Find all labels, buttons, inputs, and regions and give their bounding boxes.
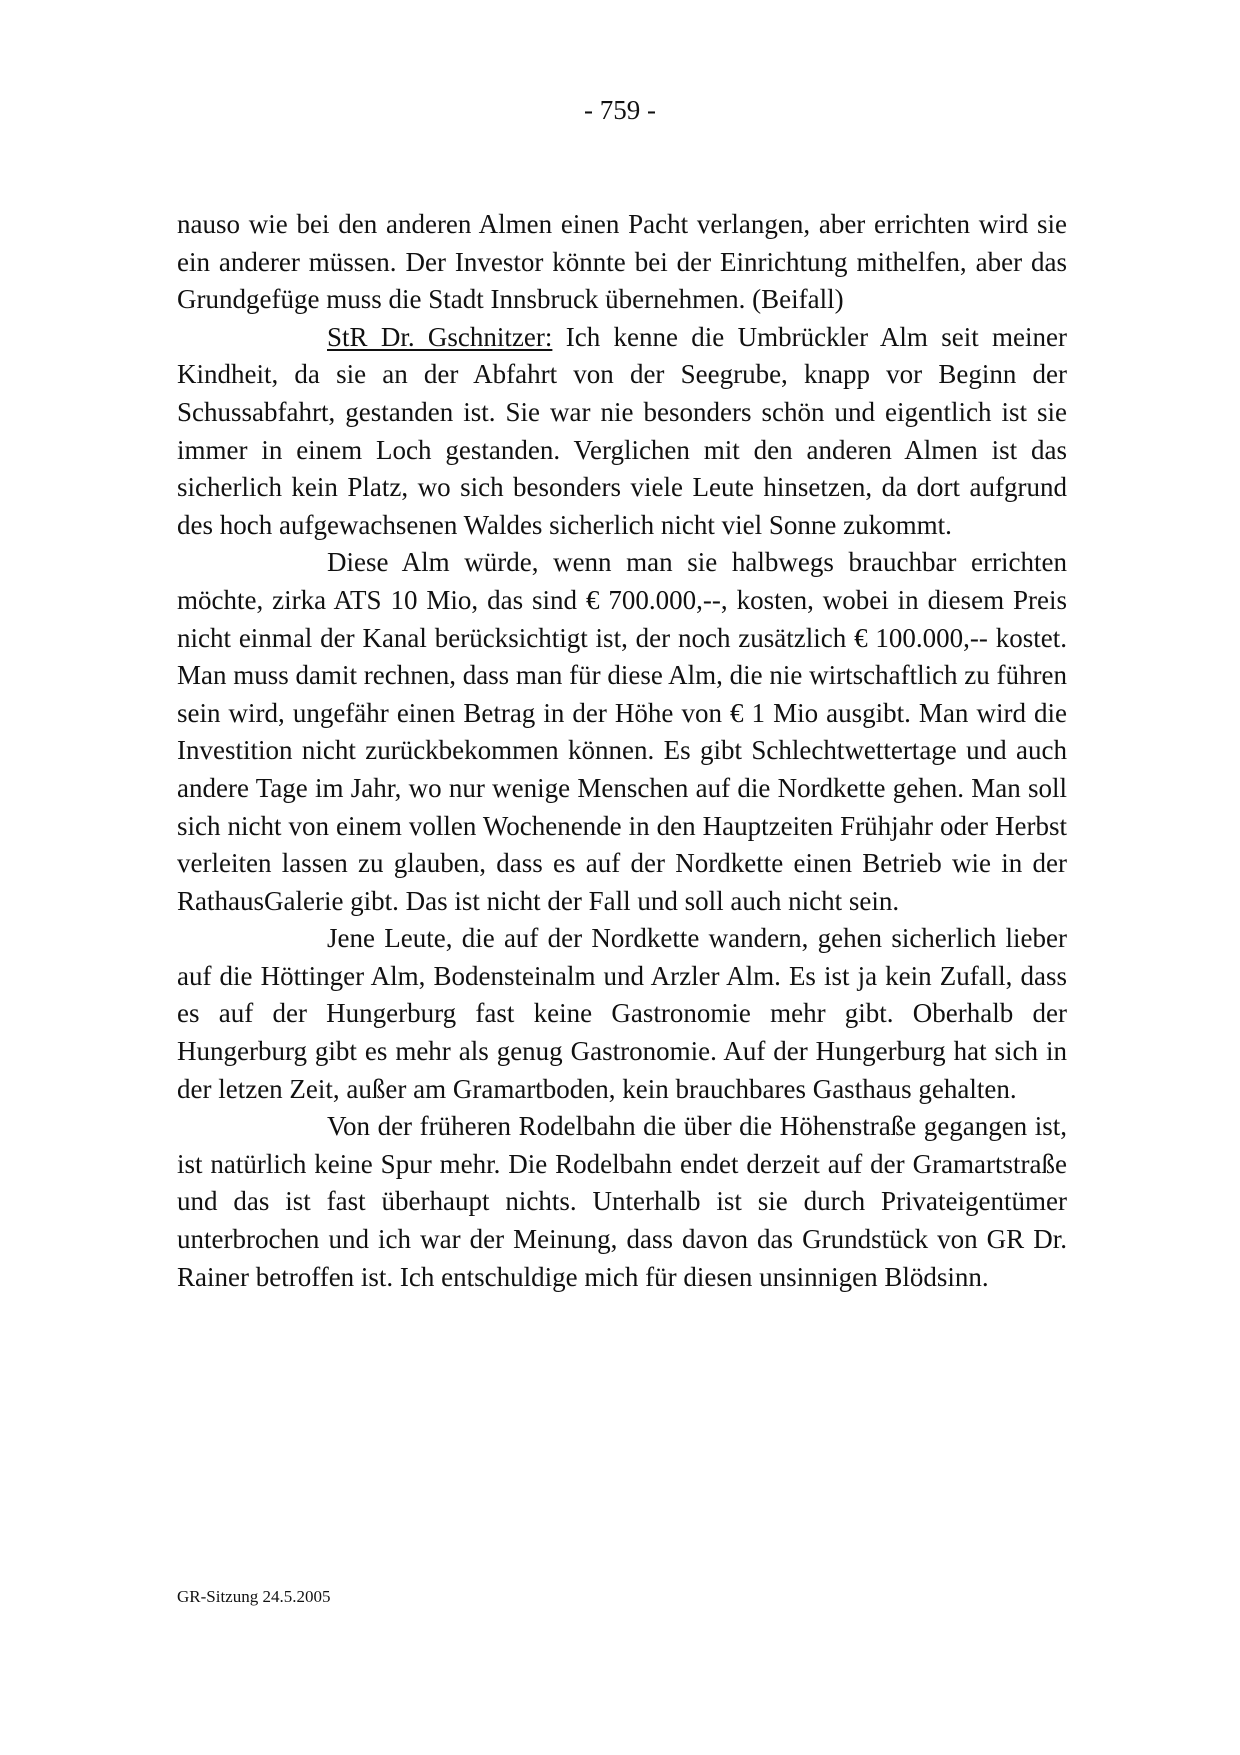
paragraph-text: Ich kenne die Umbrückler Alm seit meiner Kindheit, da sie an der Abfahrt von der Seegrube, knapp vor Beginn der Schussabfahrt, gestanden ist. Sie war nie besonders schön und eigentlich ist sie immer in einem Loch gestanden. Verglichen mit den anderen Almen ist das sicherlich kein Platz, wo sich besonders viele Leute hinsetzen, da dort aufgrund des hoch aufgewachsenen Waldes sicherlich nicht viel Sonne zukommt.: [177, 321, 1067, 540]
paragraph-1: [177, 206, 1067, 319]
paragraph-5: [177, 1108, 1067, 1296]
paragraph-text: Von der früheren Rodelbahn die über die Höhenstraße gegangen ist, ist natürlich keine Spur mehr. Die Rodelbahn endet derzeit auf der Gramartstraße und das ist fast überhaupt nichts. Unterhalb ist sie durch Privateigentümer unterbrochen und ich war der Meinung, dass davon das Grundstück von GR Dr. Rainer betroffen ist. Ich entschuldige mich für diesen unsinnigen Blödsinn.: [177, 1111, 1067, 1292]
paragraph-text: Diese Alm würde, wenn man sie halbwegs brauchbar errichten möchte, zirka ATS 10 Mio, das sind € 700.000,--, kosten, wobei in diesem Preis nicht einmal der Kanal berücksichtigt ist, der noch zusätzlich € 100.000,-- kostet. Man muss damit rechnen, dass man für diese Alm, die nie wirtschaftlich zu führen sein wird, ungefähr einen Betrag in der Höhe von € 1 Mio ausgibt. Man wird die Investition nicht zurückbekommen können. Es gibt Schlechtwettertage und auch andere Tage im Jahr, wo nur wenige Menschen auf die Nordkette gehen. Man soll sich nicht von einem vollen Wochenende in den Hauptzeiten Frühjahr oder Herbst verleiten lassen zu glauben, dass es auf der Nordkette einen Betrieb wie in der RathausGalerie gibt. Das ist nicht der Fall und soll auch nicht sein.: [177, 547, 1068, 916]
paragraph-4: [177, 920, 1067, 1108]
page-number: - 759 -: [584, 95, 656, 125]
paragraph-3: [177, 544, 1067, 920]
paragraph-text: nauso wie bei den anderen Almen einen Pacht verlangen, aber errichten wird sie ein anderer müssen. Der Investor könnte bei der Einrichtung mithelfen, aber das Grundgefüge muss die Stadt Innsbruck übernehmen. (Beifall): [177, 209, 1067, 315]
body-text: [177, 206, 1067, 1296]
speaker-name: StR Dr. Gschnitzer:: [327, 321, 553, 352]
paragraph-2: [177, 319, 1067, 545]
footer-session-date: GR-Sitzung 24.5.2005: [177, 1587, 331, 1606]
paragraph-text: Jene Leute, die auf der Nordkette wandern, gehen sicherlich lieber auf die Höttinger Alm, Bodensteinalm und Arzler Alm. Es ist ja kein Zufall, dass es auf der Hungerburg fast keine Gastronomie mehr gibt. Oberhalb der Hungerburg gibt es mehr als genug Gastronomie. Auf der Hungerburg hat sich in der letzen Zeit, außer am Gramartboden, kein brauchbares Gasthaus gehalten.: [177, 923, 1067, 1104]
